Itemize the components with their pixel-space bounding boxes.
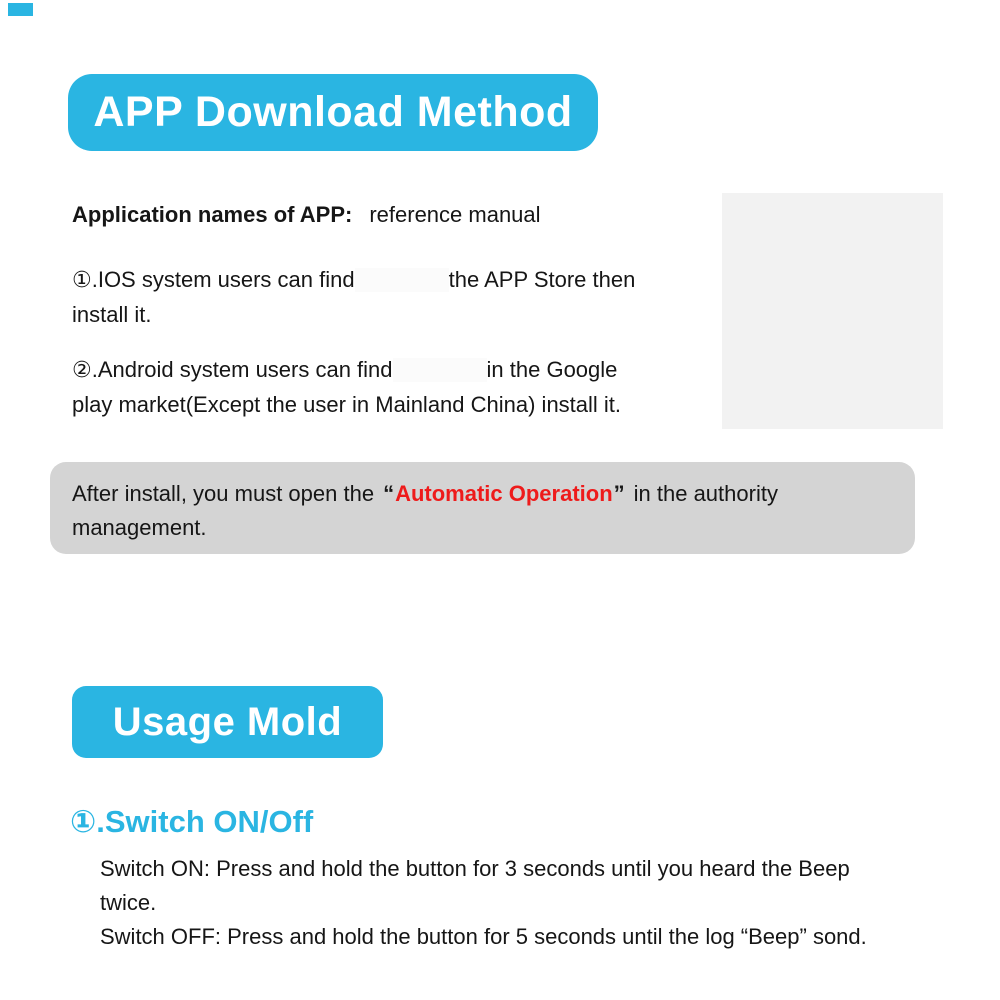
android-instruction-line2 [72, 392, 621, 418]
redacted-app-name-gap [355, 268, 449, 292]
corner-accent-mark [8, 3, 33, 16]
android-instruction-line2-text: play market(Except the user in Mainland China) install it. [72, 392, 622, 417]
app-names-label: Application names of APP: [72, 202, 353, 227]
switch-on-line2 [100, 890, 156, 916]
notice-open-quote: “ [383, 481, 395, 506]
switch-on-line1-text: Switch ON: Press and hold the button for 3 seconds until you heard the Beep [100, 856, 850, 881]
ios-instruction-line2-text: install it. [72, 302, 152, 327]
section-badge-label: Usage Mold [112, 699, 343, 744]
app-names-line [72, 202, 541, 228]
ios-instruction-line2 [72, 302, 151, 328]
install-notice-line2-text: management. [72, 515, 207, 540]
install-notice-line1 [72, 481, 778, 507]
section-badge-app-download [68, 74, 598, 151]
switch-on-off-heading [70, 804, 313, 840]
notice-pre: After install, you must open the [72, 481, 375, 506]
section-badge-label: APP Download Method [93, 88, 573, 136]
switch-on-line1 [100, 856, 850, 882]
notice-post: in the authority [633, 481, 778, 506]
android-instruction-pre: ②.Android system users can find [72, 357, 393, 382]
android-instruction-line1 [72, 357, 617, 383]
ios-instruction-post: the APP Store then [448, 267, 636, 292]
notice-highlight-automatic-operation: Automatic Operation [395, 481, 613, 506]
android-instruction-post: in the Google [486, 357, 618, 382]
redacted-app-name-gap [393, 358, 487, 382]
notice-close-quote: ” [613, 481, 625, 506]
app-names-value: reference manual [369, 202, 541, 227]
ios-instruction-line1 [72, 267, 635, 293]
switch-off-line [100, 924, 867, 950]
ios-instruction-pre: ①.IOS system users can find [72, 267, 355, 292]
switch-off-line-text: Switch OFF: Press and hold the button for 5 seconds until the log “Beep” sond. [100, 924, 867, 949]
image-placeholder-panel [722, 193, 943, 429]
install-notice-line2 [72, 515, 207, 541]
switch-on-line2-text: twice. [100, 890, 157, 915]
section-badge-usage-mold [72, 686, 383, 758]
switch-on-off-heading-text: ①.Switch ON/Off [70, 804, 314, 839]
